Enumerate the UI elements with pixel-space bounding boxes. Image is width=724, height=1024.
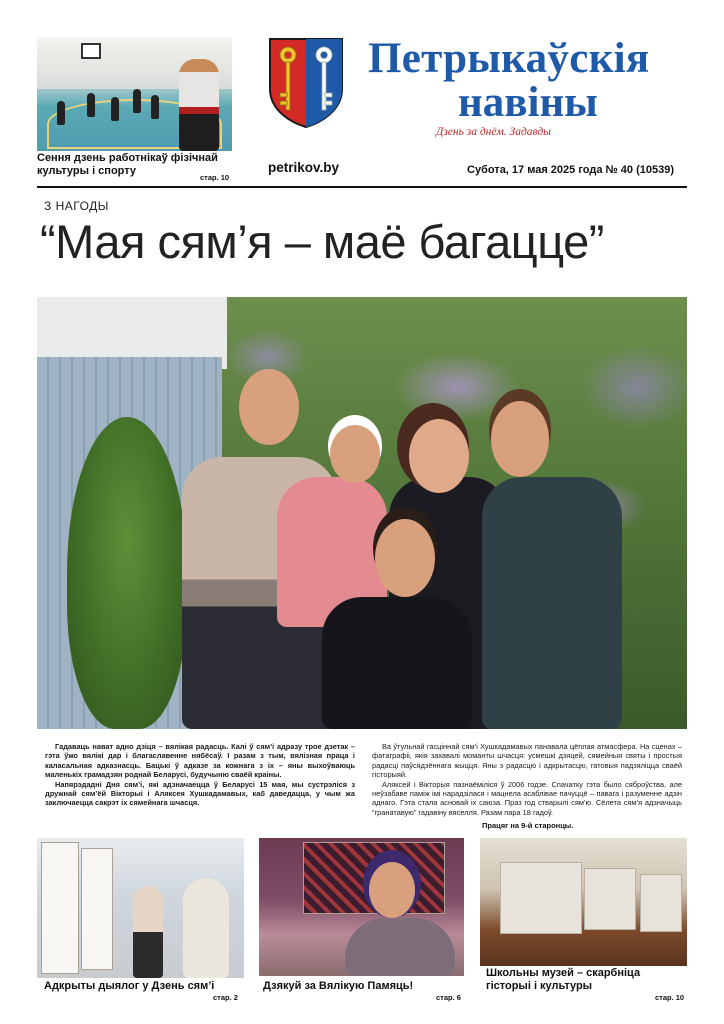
coach-figure xyxy=(179,59,219,151)
older-son-figure xyxy=(482,477,622,729)
player-figure xyxy=(57,101,65,125)
woman-figure xyxy=(133,886,163,978)
teaser-photo-museum[interactable] xyxy=(480,838,687,966)
article-col1-paragraph: Гадаваць нават адно дзіця – вялікая радасць. Калі ў сям’і адразу трое дзетак – гэта ўжо вялікі дар і благаславенне нябёсаў. І разам з тым, вялізная праца і каласальная адказнасць. Бацькі ў адказе за кожнага з іх – яны выхоўваюць маленькіх грамадзян роднай Беларусі, будучыню сваёй краіны. xyxy=(45,742,355,780)
article-col2-paragraph: Ва ўтульнай гасціннай сям’і Хушкадамавых панавала цёплая атмасфера. На сценах – фатаграфіі, якія захавалі моманты шчасця: усмешкі дзяцей, сямейныя святы і простыя радасці паўсядзённага жыцця. Яны з радасцю і адкрытасцю, гатовыя падзяліцца сваёй гісторыяй. xyxy=(372,742,682,780)
teaser-photo-memory[interactable] xyxy=(259,838,464,976)
coat-of-arms-icon xyxy=(268,37,344,129)
younger-son-figure xyxy=(322,597,472,729)
elderly-woman-figure xyxy=(345,918,455,976)
exhibit-board xyxy=(41,842,79,974)
article-column-1 xyxy=(45,742,355,808)
player-figure xyxy=(133,89,141,113)
article-rubric: З НАГОДЫ xyxy=(44,199,109,213)
player-figure xyxy=(87,93,95,117)
father-head xyxy=(239,369,299,445)
museum-stand xyxy=(640,874,682,932)
teaser-photo-dialogue[interactable] xyxy=(37,838,244,978)
older-son-head xyxy=(491,401,549,477)
teaser-photo-sports-hall[interactable] xyxy=(37,37,232,151)
younger-son-head xyxy=(375,519,435,597)
museum-stand xyxy=(584,868,636,930)
website-url[interactable]: petrikov.by xyxy=(268,160,340,175)
newspaper-slogan: Дзень за днём. Задавды xyxy=(436,126,551,138)
newspaper-title-line1: Петрыкаўскія xyxy=(368,35,650,82)
main-photo-family[interactable] xyxy=(37,297,687,729)
masthead-divider xyxy=(37,186,687,188)
bottom-teaser-page-ref-2: стар. 6 xyxy=(436,993,461,1002)
article-headline: “Мая сям’я – маё багацце” xyxy=(40,215,604,268)
bottom-teaser-title-2[interactable]: Дзякуй за Вялікую Памяць! xyxy=(263,980,414,992)
girl-head xyxy=(330,425,380,483)
player-figure xyxy=(111,97,119,121)
player-figure xyxy=(151,95,159,119)
woman-figure xyxy=(183,878,229,978)
teaser-top-title[interactable]: Сення дзень работнікаў фізічнай культуры і спорту xyxy=(37,152,218,177)
article-col2-paragraph: Аляксей і Вікторыя пазнаёміліся ў 2006 годзе. Спачатку гэта было сяброўства, але неўзабаве паміж імі нарадзілася і мацнела асаблівае пачуццё – павага і разуменне адзін аднаго. Гэта стала асновай іх саюза. Праз год стварылі сям’ю. Сёлета сям’я адзначыць “гранатавую” гадавіну вяселля. Разам пара 18 гадоў. xyxy=(372,779,682,817)
thuja-tree xyxy=(67,417,187,729)
article-column-2 xyxy=(372,742,682,817)
basketball-hoop-icon xyxy=(81,43,101,59)
bottom-teaser-page-ref-3: стар. 10 xyxy=(655,993,685,1002)
article-continued[interactable]: Працяг на 9-й старонцы. xyxy=(482,821,574,830)
teaser-top-page-ref: стар. 10 xyxy=(200,173,230,182)
bottom-teaser-page-ref-1: стар. 2 xyxy=(213,993,238,1002)
museum-stand xyxy=(500,862,582,934)
article-col1-paragraph: Напярэдадні Дня сям’і, які адзначаецца ў Беларусі 15 мая, мы сустрэліся з дружнай сям’ёй Вікторыі і Аляксея Хушкадамавых, каб даведацца, у чым жа заключаецца сакрэт іх сямейнага шчасця. xyxy=(45,779,355,808)
elderly-woman-head xyxy=(369,862,415,918)
mother-head xyxy=(409,419,469,493)
bottom-teaser-title-1[interactable]: Адкрыты дыялог у Дзень сям’і xyxy=(44,980,215,992)
bottom-teaser-title-3[interactable]: Школьны музей – скарбніца гісторыі і культуры xyxy=(486,967,641,992)
exhibit-board xyxy=(81,848,113,970)
newspaper-title-line2: навіны xyxy=(458,79,598,126)
issue-date: Субота, 17 мая 2025 года № 40 (10539) xyxy=(467,164,675,176)
